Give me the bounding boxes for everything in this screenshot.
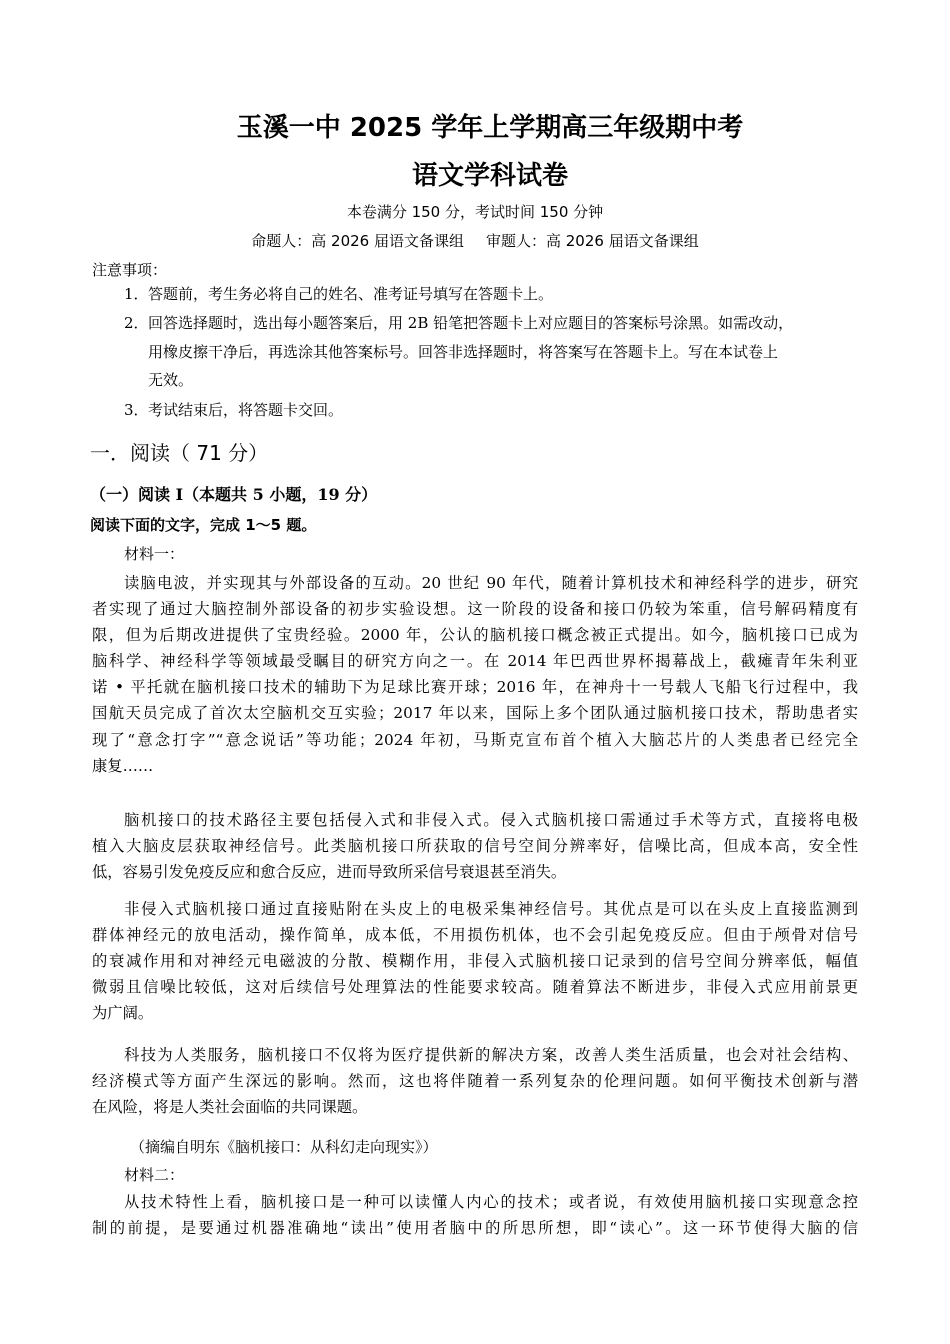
notice-heading: 注意事项： bbox=[92, 261, 168, 279]
notice-item-2 bbox=[124, 309, 884, 395]
text-line: 为广阔。 bbox=[92, 1004, 154, 1023]
exam-title: 玉溪一中 2025 学年上学期高三年级期中考 bbox=[236, 113, 744, 143]
notice-item-text: 考试结束后，将答题卡交回。 bbox=[148, 401, 344, 419]
exam-subject-title: 语文学科试卷 bbox=[411, 161, 568, 191]
reviewer-text: 审题人：高 2026 届语文备课组 bbox=[486, 232, 699, 250]
text-line: 植入大脑皮层获取神经信号。此类脑机接口所获取的信号空间分辨率好，信噪比高，但成本高，安全性 bbox=[92, 837, 858, 856]
text-line: 国航天员完成了首次太空脑机交互实验；2017 年以来，国际上多个团队通过脑机接口技术，帮助患者实 bbox=[92, 704, 858, 723]
notice-item-text: 答题前，考生务必将自己的姓名、准考证号填写在答题卡上。 bbox=[148, 285, 554, 303]
reading-instruction: 阅读下面的文字，完成 1～5 题。 bbox=[90, 516, 317, 534]
section-heading: 一．阅读（ 71 分） bbox=[90, 441, 269, 465]
material-1-paragraph-4 bbox=[92, 1042, 858, 1120]
material-1-paragraph-3 bbox=[92, 896, 858, 1026]
material-1-source: （摘编自明东《脑机接口：从科幻走向现实》） bbox=[130, 1138, 438, 1156]
notice-item-text: 无效。 bbox=[148, 371, 194, 389]
text-line: 限，但为后期改进提供了宝贵经验。2000 年，公认的脑机接口概念被正式提出。如今，脑机接口已成为 bbox=[92, 626, 858, 645]
notice-item-number: 1． bbox=[124, 285, 149, 303]
text-line: 在风险，将是人类社会面临的共同课题。 bbox=[92, 1098, 368, 1117]
text-line: 康复…… bbox=[92, 756, 154, 775]
text-line: 低，容易引发免疫反应和愈合反应，进而导致所采信号衰退甚至消失。 bbox=[92, 863, 567, 882]
text-line: 非侵入式脑机接口通过直接贴附在头皮上的电极采集神经信号。其优点是可以在头皮上直接监测到 bbox=[124, 900, 858, 918]
material-1-label: 材料一： bbox=[124, 545, 185, 563]
notice-item-text: 用橡皮擦干净后，再选涂其他答案标号。回答非选择题时，将答案写在答题卡上。写在本试卷上 bbox=[148, 342, 779, 361]
subsection-heading: （一）阅读 I（本题共 5 小题，19 分） bbox=[90, 485, 378, 504]
notice-item-3 bbox=[124, 396, 884, 425]
author-info bbox=[0, 229, 950, 253]
text-line: 现了“意念打字”“意念说话”等功能；2024 年初，马斯克宣布首个植入大脑芯片的人类患者已经完全 bbox=[92, 730, 858, 749]
text-line: 的衰减作用和对神经元电磁波的分散、模糊作用，非侵入式脑机接口记录到的信号空间分辨率低，幅值 bbox=[92, 952, 858, 971]
text-line: 群体神经元的放电活动，操作简单，成本低，不用损伤机体，也不会引起免疫反应。但由于颅骨对信号 bbox=[92, 926, 858, 945]
text-line: 经济模式等方面产生深远的影响。然而，这也将伴随着一系列复杂的伦理问题。如何平衡技术创新与潜 bbox=[92, 1072, 858, 1091]
material-2-paragraph-1 bbox=[92, 1189, 858, 1241]
material-1-paragraph-1 bbox=[92, 570, 858, 779]
text-line: 从技术特性上看，脑机接口是一种可以读懂人内心的技术；或者说，有效使用脑机接口实现意念控 bbox=[124, 1193, 858, 1211]
notice-item-1 bbox=[124, 280, 884, 309]
text-line: 诺 • 平托就在脑机接口技术的辅助下为足球比赛开球；2016 年，在神舟十一号载人飞船飞行过程中，我 bbox=[92, 678, 858, 697]
notice-item-text: 回答选择题时，选出每小题答案后，用 2B 铅笔把答题卡上对应题目的答案标号涂黑。如需改动， bbox=[148, 314, 794, 332]
author-text: 命题人：高 2026 届语文备课组 bbox=[251, 232, 464, 250]
notice-item-number: 2． bbox=[124, 314, 149, 332]
text-line: 科技为人类服务，脑机接口不仅将为医疗提供新的解决方案，改善人类生活质量，也会对社会结构、 bbox=[124, 1046, 858, 1064]
text-line: 者实现了通过大脑控制外部设备的初步实验设想。这一阶段的设备和接口仍较为笨重，信号解码精度有 bbox=[92, 600, 858, 619]
text-line: 脑机接口的技术路径主要包括侵入式和非侵入式。侵入式脑机接口需通过手术等方式，直接将电极 bbox=[124, 811, 858, 829]
text-line: 脑科学、神经科学等领域最受瞩目的研究方向之一。在 2014 年巴西世界杯揭幕战上，截瘫青年朱利亚 bbox=[92, 652, 858, 671]
material-2-label: 材料二： bbox=[124, 1166, 185, 1184]
material-1-paragraph-2 bbox=[92, 807, 858, 885]
text-line: 读脑电波，并实现其与外部设备的互动。20 世纪 90 年代，随着计算机技术和神经科学的进步，研究 bbox=[124, 574, 858, 592]
text-line: 制的前提，是要通过机器准确地“读出”使用者脑中的所思所想，即“读心”。这一环节使得大脑的信 bbox=[92, 1219, 858, 1238]
score-time-info: 本卷满分 150 分，考试时间 150 分钟 bbox=[346, 203, 604, 221]
notice-item-number: 3． bbox=[124, 401, 149, 419]
text-line: 微弱且信噪比较低，这对后续信号处理算法的性能要求较高。随着算法不断进步，非侵入式应用前景更 bbox=[92, 978, 858, 997]
